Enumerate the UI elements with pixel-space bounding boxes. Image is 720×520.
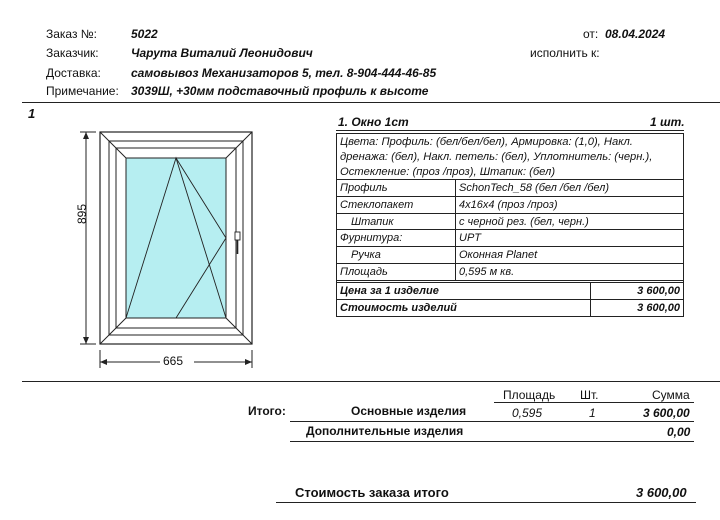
price-value: 3 600,00 [637, 301, 680, 314]
handle-icon [235, 232, 240, 240]
spec-value: 0,595 м кв. [459, 265, 515, 278]
price-label: Цена за 1 изделие [337, 283, 591, 299]
extra-items-label: Дополнительные изделия [306, 424, 464, 438]
note-value: 3039Ш, +30мм подставочный профиль к высоте [131, 84, 429, 98]
table-row [337, 264, 683, 281]
item-number: 1 [28, 106, 36, 121]
window-glass [126, 158, 226, 318]
order-total-line [276, 502, 696, 503]
spec-label: Площадь [337, 264, 456, 280]
delivery-label: Доставка: [46, 66, 101, 80]
width-dimension-label: 665 [163, 354, 184, 368]
spec-value: 4x16x4 (проз /проз) [459, 198, 558, 211]
extra-row-line [290, 441, 694, 442]
item-title: 1. Окно 1ст [338, 115, 409, 129]
spec-description: Цвета: Профиль: (бел/бел/бел), Армировка: (1,0), Накл. дренажа: (бел), Накл. петель: (бел), Уплотнитель: (черн.), Остекление: (проз /проз), Штапик: (бел) [337, 134, 683, 180]
note-label: Примечание: [46, 84, 119, 98]
main-items-label: Основные изделия [351, 404, 467, 418]
due-date-label: исполнить к: [530, 46, 600, 60]
table-row [337, 230, 683, 247]
main-items-sum: 3 600,00 [643, 406, 690, 420]
item-title-underline [336, 130, 684, 131]
spec-value: SchonTech_58 (бел /бел /бел) [459, 182, 610, 194]
spec-label: Профиль [337, 180, 456, 196]
order-number-value: 5022 [131, 27, 158, 41]
main-row-line [290, 421, 694, 422]
price-row [337, 300, 683, 317]
price-value: 3 600,00 [637, 284, 680, 297]
spec-label: Фурнитура: [337, 230, 456, 246]
spec-table [336, 133, 684, 317]
date-label: от: [583, 27, 599, 41]
order-total-value: 3 600,00 [636, 485, 687, 500]
price-row [337, 283, 683, 300]
spec-value: с черной рез. (бел, черн.) [459, 215, 589, 228]
itogo-label: Итого: [248, 404, 286, 418]
table-row [337, 180, 683, 197]
delivery-value: самовывоз Механизаторов 5, тел. 8-904-444-46-85 [131, 66, 437, 80]
totals-header-line [494, 402, 694, 403]
window-drawing [72, 120, 282, 380]
spec-label: Стеклопакет [337, 197, 456, 213]
spec-value: UPT [459, 232, 481, 245]
customer-value: Чарута Виталий Леонидович [131, 46, 313, 60]
table-row [337, 214, 683, 231]
item-quantity: 1 шт. [650, 115, 685, 129]
spec-label: Штапик [337, 214, 456, 230]
price-label: Стоимость изделий [337, 300, 591, 317]
date-value: 08.04.2024 [605, 27, 666, 41]
totals-divider [22, 381, 720, 382]
table-row [337, 247, 683, 264]
customer-label: Заказчик: [46, 46, 99, 60]
header-divider [22, 102, 720, 103]
order-total-label: Стоимость заказа итого [295, 485, 449, 500]
extra-items-sum: 0,00 [667, 425, 691, 439]
column-area-header: Площадь [503, 388, 556, 402]
height-dimension-label: 895 [75, 203, 89, 224]
main-items-qty: 1 [589, 406, 596, 420]
table-row [337, 197, 683, 214]
main-items-area: 0,595 [512, 406, 543, 420]
spec-value: Оконная Planet [459, 249, 538, 262]
order-number-label: Заказ №: [46, 27, 98, 41]
column-qty-header: Шт. [580, 388, 599, 402]
spec-label: Ручка [337, 247, 456, 263]
column-sum-header: Сумма [652, 388, 690, 402]
